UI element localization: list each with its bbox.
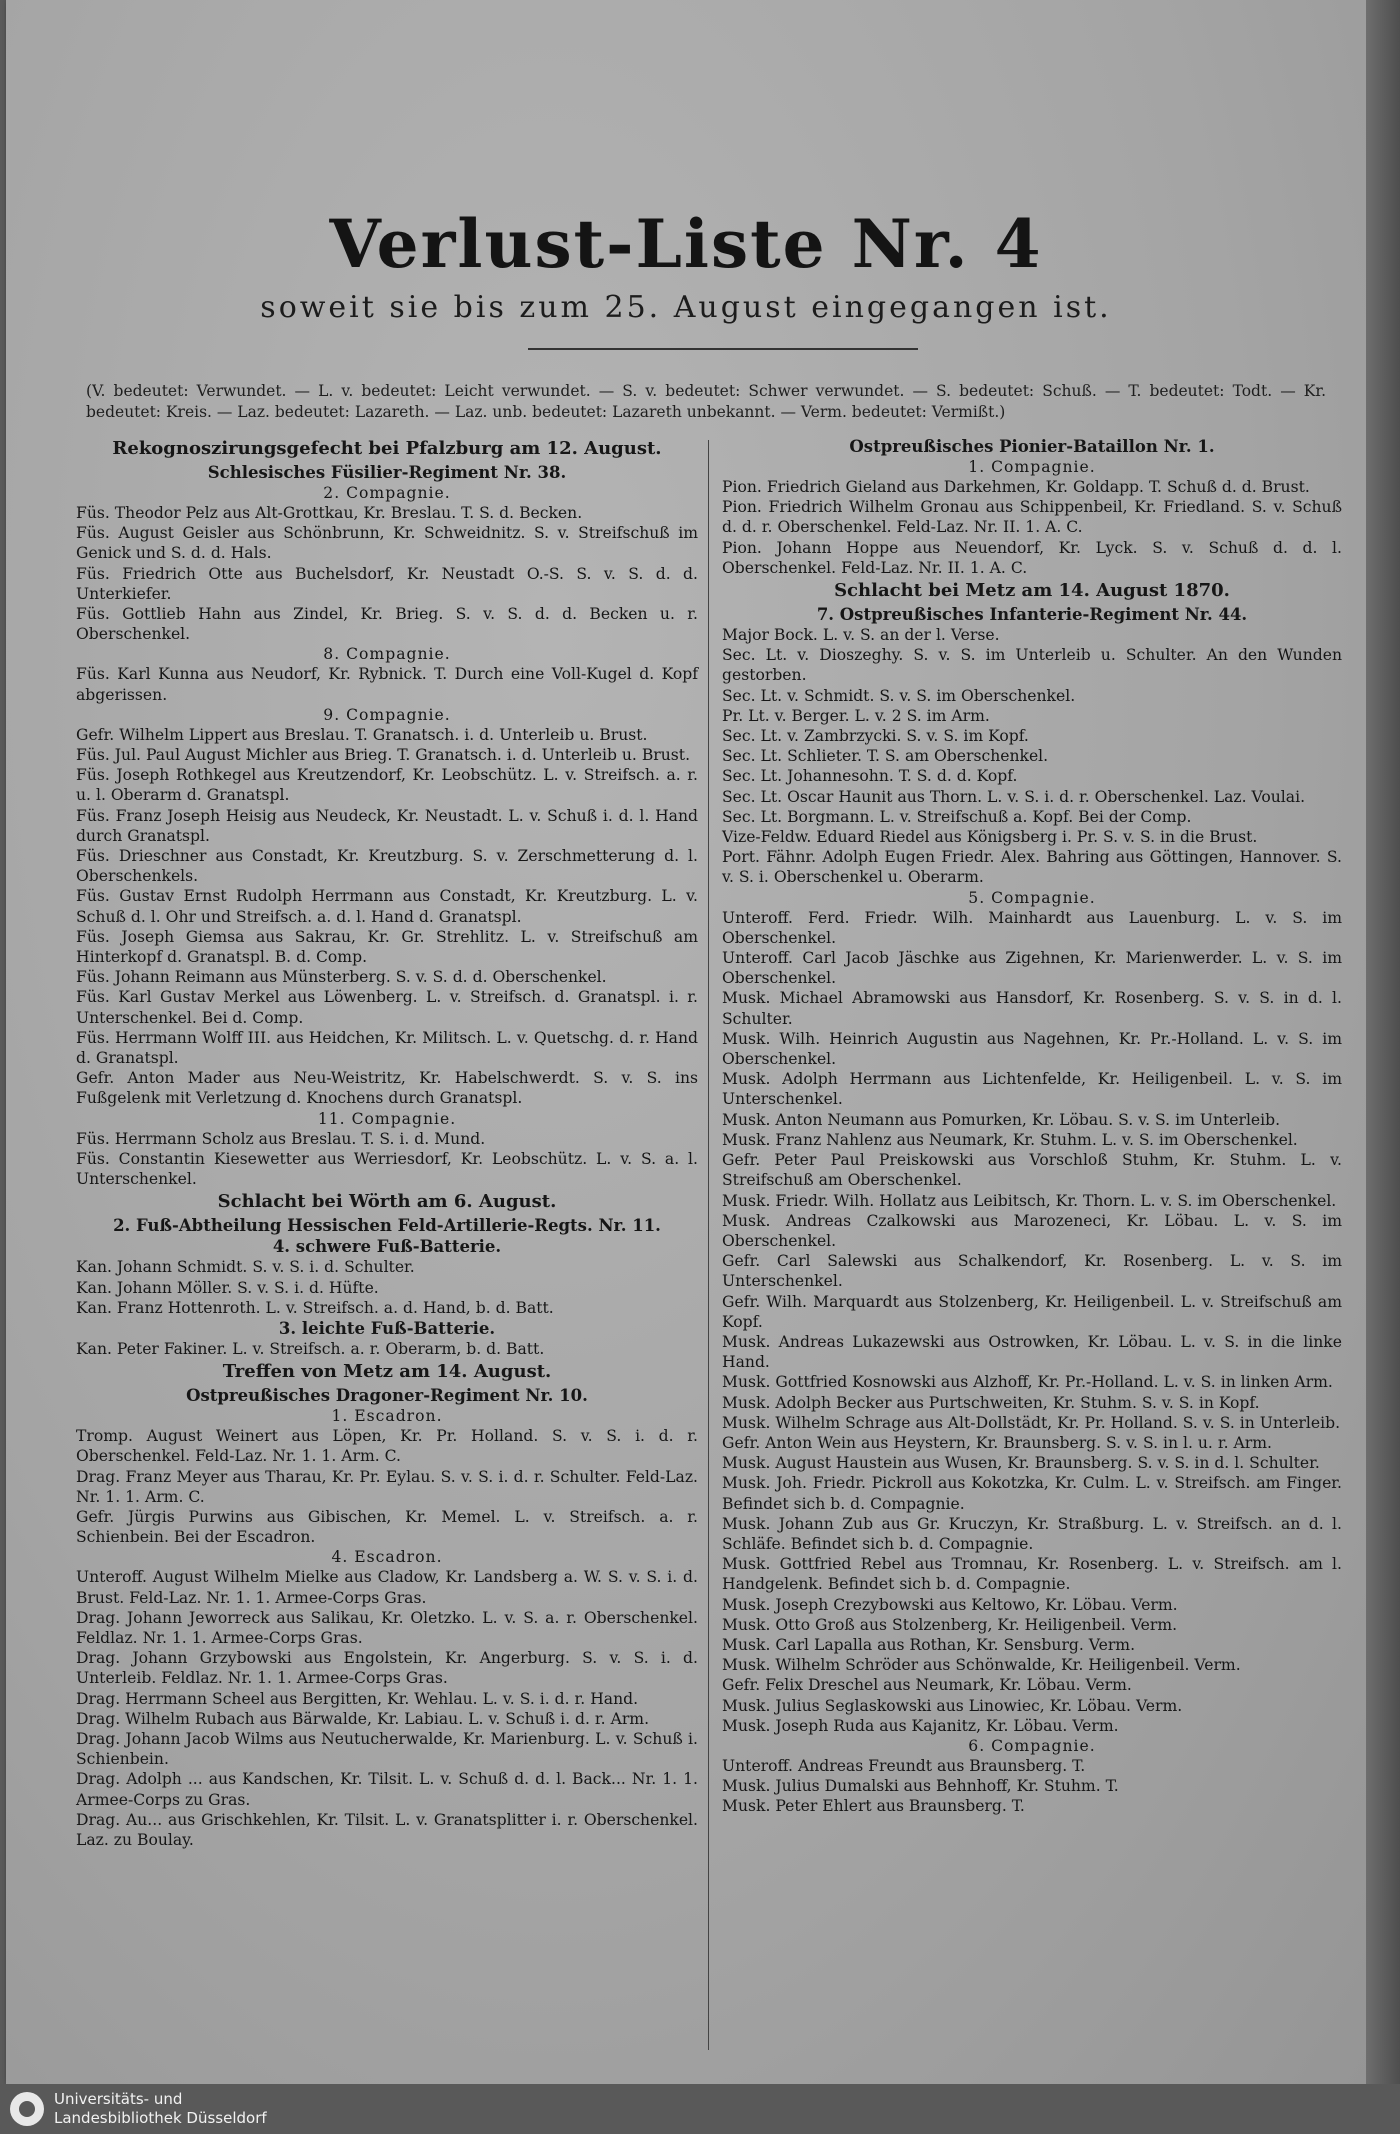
casualty-entry: Gefr. Anton Mader aus Neu-Weistritz, Kr. Habelschwerdt. S. v. S. ins Fußgelenk mit Verletzung d. Knochens durch Granatspl. (76, 1069, 698, 1108)
page-subtitle: soweit sie bis zum 25. August eingegangen ist. (260, 290, 1112, 325)
casualty-entry: Gefr. Carl Salewski aus Schalkendorf, Kr. Rosenberg. L. v. S. im Unterschenkel. (722, 1252, 1342, 1291)
casualty-entry: Musk. Julius Dumalski aus Behnhoff, Kr. Stuhm. T. (722, 1777, 1119, 1796)
casualty-entry: Musk. Wilhelm Schrage aus Alt-Dollstädt, Kr. Pr. Holland. S. v. S. in Unterleib. (722, 1413, 1341, 1432)
casualty-entry: Füs. Karl Kunna aus Neudorf, Kr. Rybnick. T. Durch eine Voll-Kugel d. Kopf abgerissen. (76, 665, 698, 704)
casualty-entry: Musk. Adolph Becker aus Purtschweiten, Kr. Stuhm. S. v. S. in Kopf. (722, 1393, 1260, 1412)
casualty-entry: Füs. Theodor Pelz aus Alt-Grottkau, Kr. Breslau. T. S. d. Becken. (76, 504, 583, 522)
casualty-entry: Musk. Gottfried Kosnowski aus Alzhoff, Kr. Pr.-Holland. L. v. S. in linken Arm. (722, 1373, 1333, 1392)
casualty-entry: Drag. Franz Meyer aus Tharau, Kr. Pr. Eylau. S. v. S. i. d. r. Schulter. Feld-Laz. Nr. 1. 1. Arm. C. (76, 1467, 698, 1506)
casualty-entry: Musk. Joseph Ruda aus Kajanitz, Kr. Löbau. Verm. (722, 1716, 1119, 1735)
battle-heading: Schlacht bei Wörth am 6. August. (217, 1191, 557, 1213)
casualty-entry: Musk. Carl Lapalla aus Rothan, Kr. Sensburg. Verm. (722, 1635, 1136, 1654)
newspaper-page (6, 0, 1366, 2084)
casualty-entry: Musk. Franz Nahlenz aus Neumark, Kr. Stuhm. L. v. S. im Oberschenkel. (722, 1130, 1298, 1149)
casualty-entry: Unteroff. Andreas Freundt aus Braunsberg. T. (722, 1756, 1086, 1775)
casualty-entry: Musk. Joh. Friedr. Pickroll aus Kokotzka, Kr. Culm. L. v. Streifsch. am Finger. Befindet sich b. d. Compagnie. (722, 1474, 1342, 1513)
casualty-entry: Musk. Julius Seglaskowski aus Linowiec, Kr. Löbau. Verm. (722, 1696, 1183, 1715)
casualty-entry: Unteroff. Ferd. Friedr. Wilh. Mainhardt aus Lauenburg. L. v. S. im Oberschenkel. (722, 908, 1342, 947)
casualty-entry: Kan. Johann Schmidt. S. v. S. i. d. Schulter. (76, 1258, 415, 1277)
company-heading: 11. Compagnie. (317, 1109, 457, 1128)
casualty-entry: Füs. Drieschner aus Constadt, Kr. Kreutzburg. S. v. Zerschmetterung d. l. Oberschenkels. (76, 847, 698, 886)
regiment-heading: 2. Fuß-Abtheilung Hessischen Feld-Artillerie-Regts. Nr. 11. (113, 1216, 661, 1236)
casualty-entry: Sec. Lt. v. Schmidt. S. v. S. im Oberschenkel. (722, 686, 1076, 705)
library-name-line-1: Universitäts- und (54, 2090, 183, 2108)
library-logo-icon (10, 2092, 44, 2126)
battle-heading: Treffen von Metz am 14. August. (222, 1361, 552, 1383)
regiment-heading: Schlesisches Füsilier-Regiment Nr. 38. (207, 463, 567, 482)
casualty-entry: Kan. Peter Fakiner. L. v. Streifsch. a. r. Oberarm, b. d. Batt. (76, 1339, 545, 1358)
casualty-entry: Musk. Adolph Herrmann aus Lichtenfelde, Kr. Heiligenbeil. L. v. S. im Unterschenkel. (722, 1070, 1342, 1109)
casualty-entry: Füs. Franz Joseph Heisig aus Neudeck, Kr. Neustadt. L. v. Schuß i. d. l. Hand durch Granatspl. (76, 806, 698, 845)
company-heading: 9. Compagnie. (323, 705, 451, 724)
casualty-entry: Musk. Anton Neumann aus Pomurken, Kr. Löbau. S. v. S. im Unterleib. (722, 1110, 1281, 1129)
casualty-entry: Füs. Gottlieb Hahn aus Zindel, Kr. Brieg. S. v. S. d. d. Becken u. r. Oberschenkel. (76, 605, 698, 644)
regiment-heading: 4. schwere Fuß-Batterie. (272, 1237, 502, 1257)
right-column (722, 436, 1342, 1817)
page-title: Verlust-Liste Nr. 4 (329, 205, 1043, 283)
left-column (76, 436, 698, 1850)
casualty-entry: Pion. Friedrich Wilhelm Gronau aus Schippenbeil, Kr. Friedland. S. v. Schuß d. d. r. Oberschenkel. Feld-Laz. Nr. II. 1. A. C. (722, 498, 1342, 537)
casualty-entry: Kan. Franz Hottenroth. L. v. Streifsch. a. d. Hand, b. d. Batt. (76, 1298, 554, 1317)
casualty-entry: Musk. Michael Abramowski aus Hansdorf, Kr. Rosenberg. S. v. S. in d. l. Schulter. (722, 989, 1342, 1028)
casualty-entry: Tromp. August Weinert aus Löpen, Kr. Pr. Holland. S. v. S. i. d. r. Oberschenkel. Feld-Laz. Nr. 1. 1. Arm. C. (76, 1427, 698, 1466)
casualty-entry: Füs. Herrmann Wolff III. aus Heidchen, Kr. Militsch. L. v. Quetschg. d. r. Hand d. Granatspl. (76, 1028, 698, 1068)
casualty-entry: Musk. Friedr. Wilh. Hollatz aus Leibitsch, Kr. Thorn. L. v. S. im Oberschenkel. (722, 1191, 1337, 1210)
title-divider (528, 348, 918, 350)
company-heading: 1. Compagnie. (968, 458, 1096, 476)
casualty-entry: Füs. Joseph Rothkegel aus Kreutzendorf, Kr. Leobschütz. L. v. Streifsch. a. r. u. l. Oberarm d. Granatspl. (76, 766, 698, 805)
casualty-entry: Sec. Lt. v. Zambrzycki. S. v. S. im Kopf. (722, 727, 1029, 746)
company-heading: 4. Escadron. (331, 1548, 443, 1567)
casualty-entry: Musk. Otto Groß aus Stolzenberg, Kr. Heiligenbeil. Verm. (722, 1615, 1178, 1634)
casualty-entry: Sec. Lt. Oscar Haunit aus Thorn. L. v. S. i. d. r. Oberschenkel. Laz. Voulai. (722, 787, 1306, 806)
battle-heading: Schlacht bei Metz am 14. August 1870. (834, 580, 1230, 602)
library-footer-bar (0, 2084, 1400, 2134)
casualty-entry: Füs. August Geisler aus Schönbrunn, Kr. Schweidnitz. S. v. Streifschuß im Genick und S. d. d. Hals. (76, 524, 698, 563)
abbreviation-legend: (V. bedeutet: Verwundet. — L. v. bedeutet: Leicht verwundet. — S. v. bedeutet: Schwer verwundet. — S. bedeutet: Schuß. — T. bedeutet: Todt. — Kr. bedeutet: Kreis. — Laz. bedeutet: Lazareth. — Laz. unb. bedeutet: Lazareth unbekannt. — Verm. bedeutet: Vermißt.) (86, 382, 1326, 421)
casualty-entry: Füs. Johann Reimann aus Münsterberg. S. v. S. d. d. Oberschenkel. (76, 968, 607, 987)
casualty-entry: Füs. Karl Gustav Merkel aus Löwenberg. L. v. Streifsch. d. Granatspl. i. r. Unterschenkel. Bei d. Comp. (76, 988, 698, 1027)
casualty-entry: Sec. Lt. Johannesohn. T. S. d. d. Kopf. (722, 767, 1018, 786)
company-heading: 6. Compagnie. (968, 1736, 1096, 1755)
regiment-heading: Ostpreußisches Pionier-Bataillon Nr. 1. (849, 437, 1215, 456)
casualty-entry: Füs. Jul. Paul August Michler aus Brieg. T. Granatsch. i. d. Unterleib u. Brust. (76, 746, 691, 765)
casualty-entry: Füs. Joseph Giemsa aus Sakrau, Kr. Gr. Strehlitz. L. v. Streifschuß am Hinterkopf d. Granatspl. B. d. Comp. (76, 927, 698, 967)
casualty-entry: Drag. Johann Jacob Wilms aus Neutucherwalde, Kr. Marienburg. L. v. Schuß i. Schienbein. (76, 1729, 698, 1769)
casualty-entry: Musk. Peter Ehlert aus Braunsberg. T. (722, 1797, 1025, 1816)
casualty-entry: Kan. Johann Möller. S. v. S. i. d. Hüfte. (76, 1278, 379, 1297)
casualty-entry: Unteroff. Carl Jacob Jäschke aus Zigehnen, Kr. Marienwerder. L. v. S. im Oberschenkel. (722, 949, 1342, 988)
regiment-heading: 7. Ostpreußisches Infanterie-Regiment Nr. 44. (816, 605, 1248, 625)
casualty-entry: Pr. Lt. v. Berger. L. v. 2 S. im Arm. (722, 706, 990, 725)
casualty-entry: Unteroff. August Wilhelm Mielke aus Cladow, Kr. Landsberg a. W. S. v. S. i. d. Brust. Feld-Laz. Nr. 1. 1. Armee-Corps Gras. (76, 1568, 698, 1607)
casualty-entry: Sec. Lt. v. Dioszeghy. S. v. S. im Unterleib u. Schulter. An den Wunden gestorben. (722, 646, 1342, 685)
casualty-entry: Sec. Lt. Borgmann. L. v. Streifschuß a. Kopf. Bei der Comp. (722, 807, 1192, 826)
company-heading: 8. Compagnie. (323, 645, 451, 664)
library-name (54, 2090, 267, 2128)
casualty-entry: Musk. August Haustein aus Wusen, Kr. Braunsberg. S. v. S. in d. l. Schulter. (722, 1454, 1320, 1473)
column-divider (708, 440, 709, 2050)
casualty-entry: Musk. Andreas Lukazewski aus Ostrowken, Kr. Löbau. L. v. S. in die linke Hand. (722, 1332, 1342, 1372)
casualty-entry: Musk. Andreas Czalkowski aus Marozeneci, Kr. Löbau. L. v. S. im Oberschenkel. (722, 1211, 1342, 1250)
casualty-entry: Gefr. Wilhelm Lippert aus Breslau. T. Granatsch. i. d. Unterleib u. Brust. (76, 725, 648, 744)
regiment-heading: 3. leichte Fuß-Batterie. (278, 1318, 496, 1338)
casualty-entry: Gefr. Anton Wein aus Heystern, Kr. Braunsberg. S. v. S. in l. u. r. Arm. (722, 1433, 1272, 1452)
page-edge-shadow (1366, 0, 1400, 2084)
casualty-entry: Musk. Wilhelm Schröder aus Schönwalde, Kr. Heiligenbeil. Verm. (722, 1656, 1241, 1675)
casualty-entry: Gefr. Wilh. Marquardt aus Stolzenberg, Kr. Heiligenbeil. L. v. Streifschuß am Kopf. (722, 1292, 1342, 1331)
casualty-entry: Gefr. Jürgis Purwins aus Gibischen, Kr. Memel. L. v. Streifsch. a. r. Schienbein. Bei der Escadron. (76, 1507, 698, 1547)
regiment-heading: Ostpreußisches Dragoner-Regiment Nr. 10. (186, 1386, 588, 1406)
casualty-entry: Vize-Feldw. Eduard Riedel aus Königsberg i. Pr. S. v. S. in die Brust. (722, 828, 1258, 847)
casualty-entry: Major Bock. L. v. S. an der l. Verse. (722, 626, 1000, 645)
company-heading: 5. Compagnie. (968, 888, 1096, 907)
casualty-entry: Füs. Friedrich Otte aus Buchelsdorf, Kr. Neustadt O.-S. S. v. S. d. d. Unterkiefer. (76, 564, 698, 603)
casualty-entry: Drag. Adolph ... aus Kandschen, Kr. Tilsit. L. v. Schuß d. d. l. Back... Nr. 1. 1. Armee-Corps zu Gras. (76, 1770, 698, 1809)
casualty-entry: Musk. Wilh. Heinrich Augustin aus Nagehnen, Kr. Pr.-Holland. L. v. S. im Oberschenkel. (722, 1029, 1342, 1069)
casualty-entry: Drag. Herrmann Scheel aus Bergitten, Kr. Wehlau. L. v. S. i. d. r. Hand. (76, 1689, 639, 1708)
casualty-entry: Füs. Herrmann Scholz aus Breslau. T. S. i. d. Mund. (76, 1129, 486, 1148)
casualty-entry: Musk. Gottfried Rebel aus Tromnau, Kr. Rosenberg. L. v. Streifsch. am l. Handgelenk. Befindet sich b. d. Compagnie. (722, 1555, 1342, 1594)
casualty-entry: Port. Fähnr. Adolph Eugen Friedr. Alex. Bahring aus Göttingen, Hannover. S. v. S. i. Oberschenkel u. Oberarm. (722, 848, 1342, 887)
casualty-entry: Gefr. Peter Paul Preiskowski aus Vorschloß Stuhm, Kr. Stuhm. L. v. Streifschuß am Oberschenkel. (722, 1151, 1342, 1190)
casualty-entry: Gefr. Felix Dreschel aus Neumark, Kr. Löbau. Verm. (722, 1676, 1132, 1695)
casualty-entry: Füs. Constantin Kiesewetter aus Werriesdorf, Kr. Leobschütz. L. v. S. a. l. Unterschenkel. (76, 1149, 698, 1189)
casualty-entry: Drag. Au... aus Grischkehlen, Kr. Tilsit. L. v. Granatsplitter i. r. Oberschenkel. Laz. zu Boulay. (76, 1810, 698, 1849)
battle-heading: Rekognoszirungsgefecht bei Pfalzburg am 12. August. (112, 438, 662, 459)
casualty-entry: Drag. Wilhelm Rubach aus Bärwalde, Kr. Labiau. L. v. Schuß i. d. r. Arm. (76, 1709, 650, 1728)
casualty-entry: Pion. Friedrich Gieland aus Darkehmen, Kr. Goldapp. T. Schuß d. d. Brust. (722, 478, 1310, 496)
library-name-line-2: Landesbibliothek Düsseldorf (54, 2109, 267, 2127)
casualty-entry: Sec. Lt. Schlieter. T. S. am Oberschenkel. (722, 747, 1049, 766)
casualty-entry: Musk. Joseph Crezybowski aus Keltowo, Kr. Löbau. Verm. (722, 1595, 1178, 1614)
casualty-entry: Musk. Johann Zub aus Gr. Kruczyn, Kr. Straßburg. L. v. Streifsch. an d. l. Schläfe. Befindet sich b. d. Compagnie. (722, 1514, 1342, 1553)
casualty-entry: Pion. Johann Hoppe aus Neuendorf, Kr. Lyck. S. v. Schuß d. d. l. Oberschenkel. Feld-Laz. Nr. II. 1. A. C. (722, 538, 1342, 577)
company-heading: 2. Compagnie. (323, 484, 451, 502)
casualty-entry: Drag. Johann Jeworreck aus Salikau, Kr. Oletzko. L. v. S. a. r. Oberschenkel. Feldlaz. Nr. 1. 1. Armee-Corps Gras. (76, 1608, 698, 1647)
company-heading: 1. Escadron. (331, 1407, 443, 1426)
casualty-entry: Füs. Gustav Ernst Rudolph Herrmann aus Constadt, Kr. Kreutzburg. L. v. Schuß d. l. Ohr und Streifsch. a. d. l. Hand d. Granatspl. (76, 887, 698, 926)
casualty-entry: Drag. Johann Grzybowski aus Engolstein, Kr. Angerburg. S. v. S. i. d. Unterleib. Feldlaz. Nr. 1. 1. Armee-Corps Gras. (76, 1649, 698, 1688)
